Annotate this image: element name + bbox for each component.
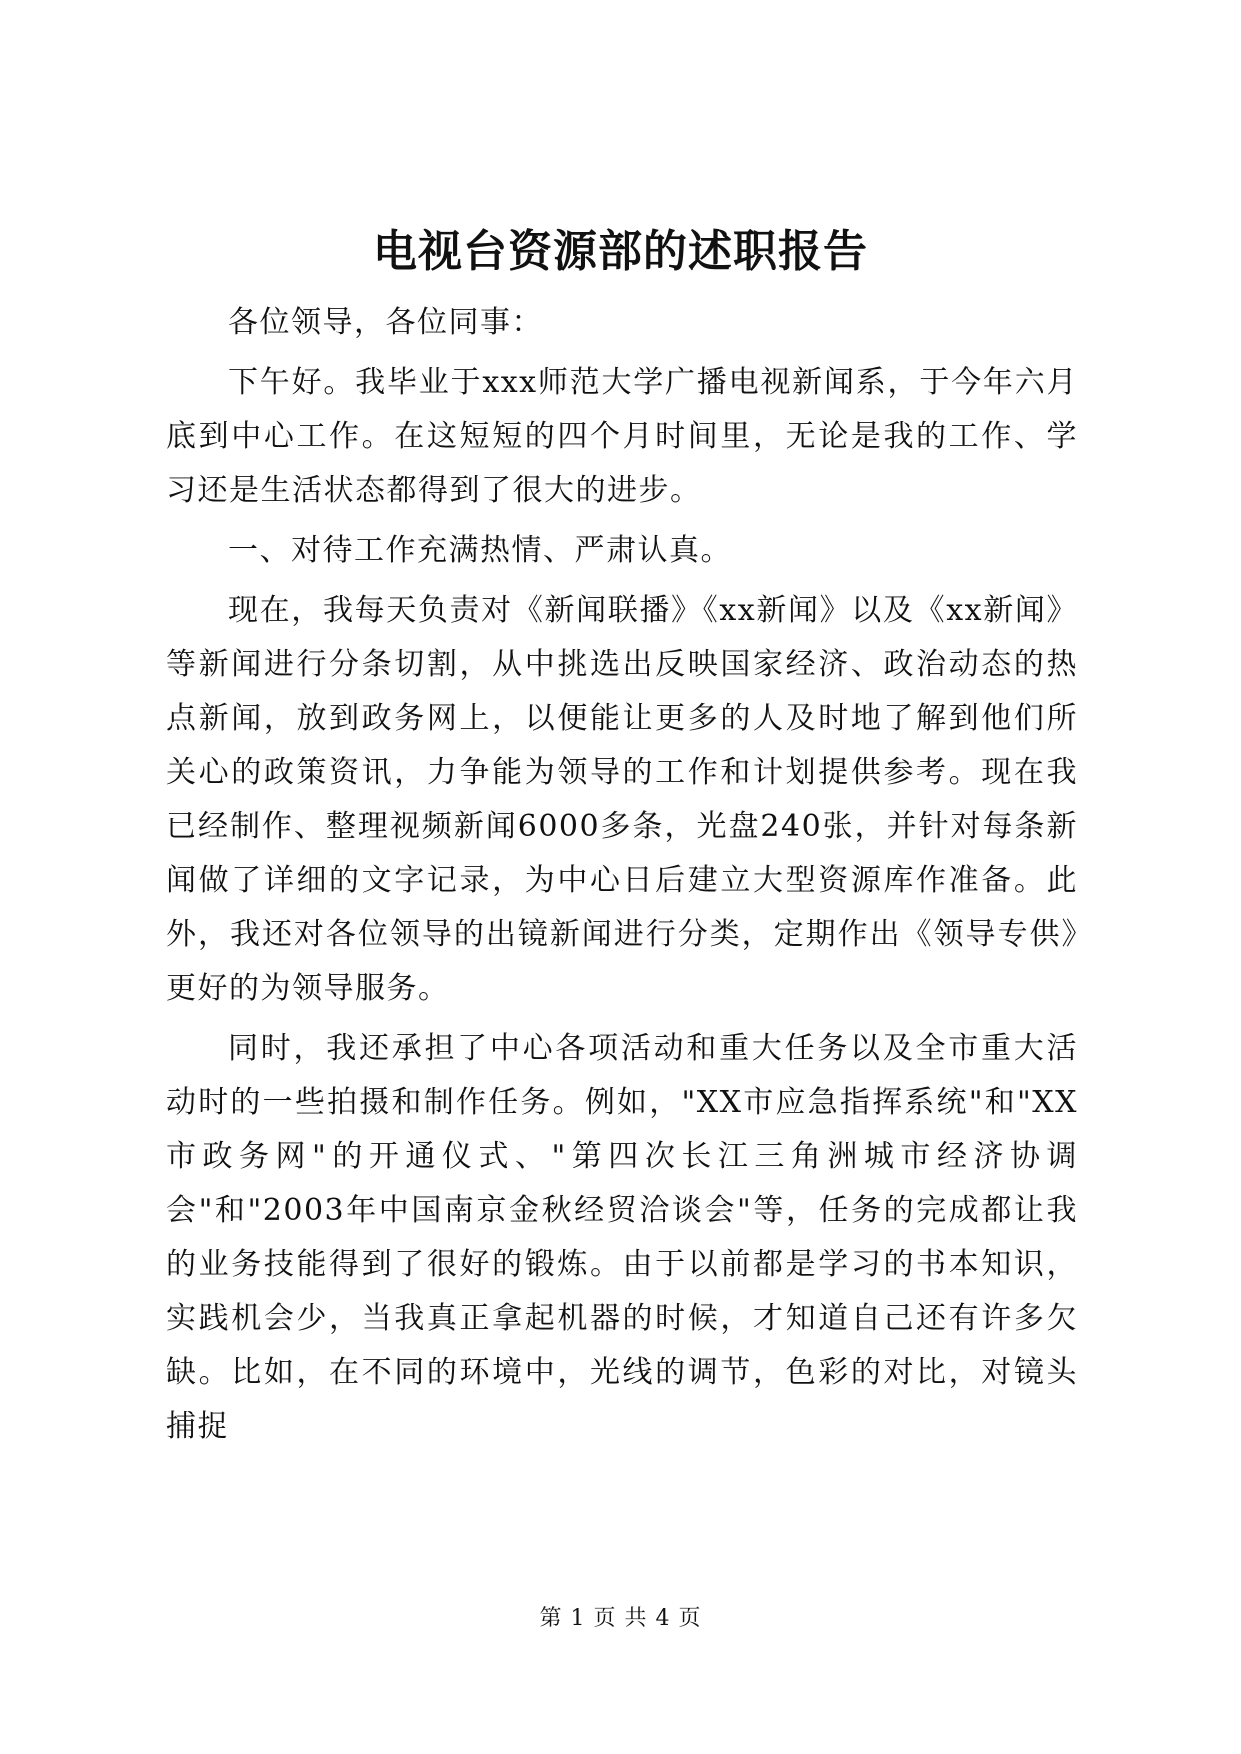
shooting-tasks-paragraph: 同时，我还承担了中心各项活动和重大任务以及全市重大活动时的一些拍摄和制作任务。例如，"XX市应急指挥系统"和"XX市政务网"的开通仪式、"第四次长江三角洲城市经济协调会"和"2003年中国南京金秋经贸洽谈会"等，任务的完成都让我的业务技能得到了很好的锻炼。由于以前都是学习的书本知识，实践机会少，当我真正拿起机器的时候，才知道自己还有许多欠缺。比如，在不同的环境中，光线的调节，色彩的对比，对镜头捕捉 [166, 1031, 1078, 1444]
intro-paragraph: 下午好。我毕业于xxx师范大学广播电视新闻系，于今年六月底到中心工作。在这短短的四个月时间里，无论是我的工作、学习还是生活状态都得到了很大的进步。 [166, 365, 1078, 508]
greeting-paragraph: 各位领导，各位同事： [228, 305, 543, 340]
section-heading-1: 一、对待工作充满热情、严肃认真。 [228, 533, 732, 568]
document-body [166, 296, 1078, 1454]
news-work-paragraph: 现在，我每天负责对《新闻联播》《xx新闻》以及《xx新闻》等新闻进行分条切割，从中挑选出反映国家经济、政治动态的热点新闻，放到政务网上，以便能让更多的人及时地了解到他们所关心的政策资讯，力争能为领导的工作和计划提供参考。现在我已经制作、整理视频新闻6000多条，光盘240张，并针对每条新闻做了详细的文字记录，为中心日后建立大型资源库作准备。此外，我还对各位领导的出镜新闻进行分类，定期作出《领导专供》更好的为领导服务。 [166, 593, 1078, 1006]
page-footer: 第 1 页 共 4 页 [539, 1606, 702, 1631]
document-title: 电视台资源部的述职报告 [373, 226, 868, 277]
